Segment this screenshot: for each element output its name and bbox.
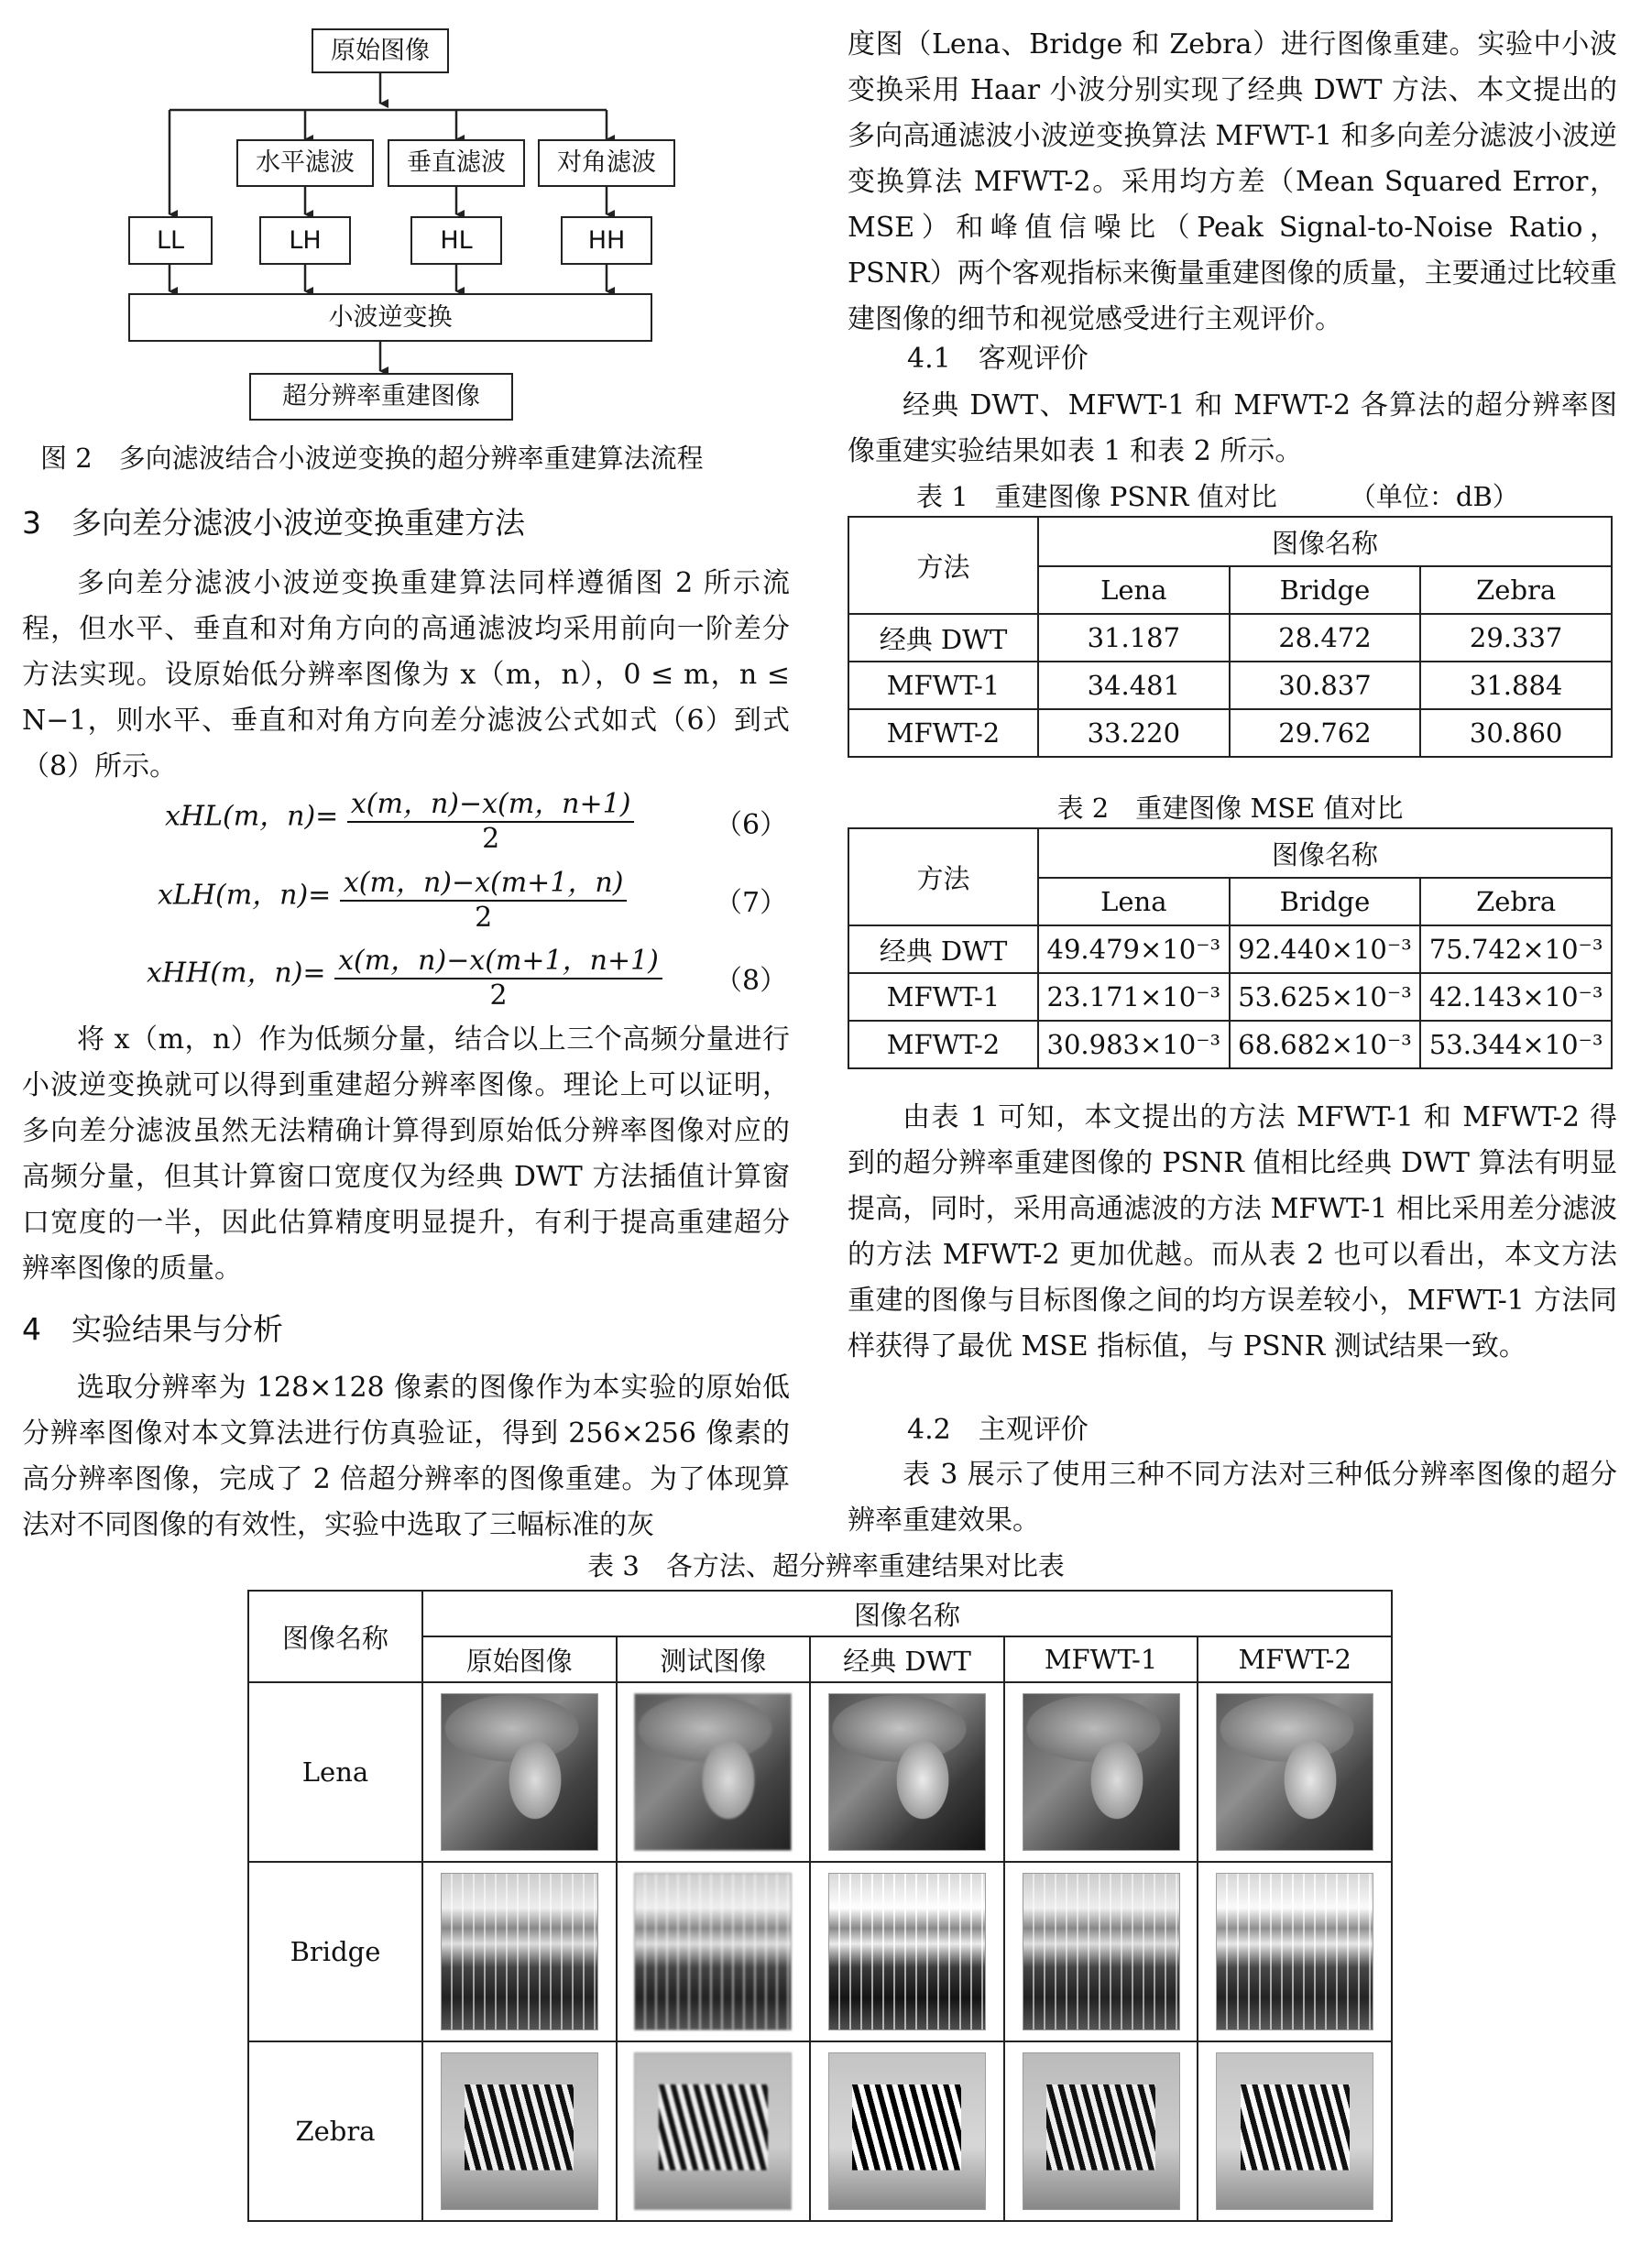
right-para4: 表 3 展示了使用三种不同方法对三种低分辨率图像的超分辨率重建效果。 [848,1459,1617,1537]
table1-cell: 29.337 [1420,614,1612,662]
table3-row-header: 图像名称 [248,1591,422,1682]
table1-group-header: 图像名称 [1038,517,1612,566]
table2-cell: 53.344×10⁻³ [1420,1021,1612,1068]
bridge-mfwt2-image [1216,1873,1373,2030]
flow-original-image: 原始图像 [312,28,449,73]
table-row [248,1862,1392,2041]
table1-method: 经典 DWT [848,614,1038,662]
equation-6 [165,781,634,855]
table3-image-name: Bridge [248,1862,422,2041]
table2-method: 经典 DWT [848,925,1038,973]
flowchart [0,0,825,440]
figure-caption: 图 2 多向滤波结合小波逆变换的超分辨率重建算法流程 [40,443,704,474]
table3-image-name: Lena [248,1682,422,1862]
table2-cell: 68.682×10⁻³ [1230,1021,1421,1068]
table2-col-header: Zebra [1420,878,1612,925]
section4-heading: 4 实验结果与分析 [22,1311,283,1347]
eq7-number: （7） [715,887,788,919]
equation-8 [147,937,662,1012]
table2-group-header: 图像名称 [1038,828,1612,878]
right-para3: 由表 1 可知，本文提出的方法 MFWT-1 和 MFWT-2 得到的超分辨率重建图像的 PSNR 值相比经典 DWT 算法有明显提高，同时，采用高通滤波的方法 MFWT-1 相比采用差分滤波的方法 MFWT-2 更加优越。而从表 2 也可以看出，本文方法重建的图像与目标图像之间的均方误差较小，MFWT-1 方法同样获得了最优 MSE 指标值，与 PSNR 测试结果一致。 [848,1101,1617,1362]
lena-original-image [441,1693,598,1851]
equation-7 [158,859,627,934]
subsection-4-1: 4.1 客观评价 [907,343,1089,375]
table-row [848,662,1612,709]
subsection-4-2: 4.2 主观评价 [907,1414,1089,1446]
table1-cell: 31.884 [1420,662,1612,709]
section3-para1: 多向差分滤波小波逆变换重建算法同样遵循图 2 所示流程，但水平、垂直和对角方向的高通滤波均采用前向一阶差分方法实现。设原始低分辨率图像为 x（m，n），0 ≤ m，n ≤ N−1，则水平、垂直和对角方向差分滤波公式如式（6）到式（8）所示。 [22,567,790,782]
table2-cell: 30.983×10⁻³ [1038,1021,1230,1068]
bridge-mfwt1-image [1023,1873,1180,2030]
zebra-original-image [441,2052,598,2210]
right-para1: 度图（Lena、Bridge 和 Zebra）进行图像重建。实验中小波变换采用 Haar 小波分别实现了经典 DWT 方法、本文提出的多向高通滤波小波逆变换算法 MFWT-1 和多向差分滤波小波逆变换算法 MFWT-2。采用均方差（Mean Squared Error，MSE）和峰值信噪比（Peak Signal-to-Noise Ratio，PSNR）两个客观指标来衡量重建图像的质量，主要通过比较重建图像的细节和视觉感受进行主观评价。 [848,28,1617,335]
table2-method: MFWT-2 [848,1021,1038,1068]
table1-cell: 34.481 [1038,662,1230,709]
eq8-number: （8） [715,965,788,997]
table1-title: 表 1 重建图像 PSNR 值对比 [916,481,1277,512]
flow-diagonal-filter: 对角滤波 [538,139,675,187]
table3-col-header: 原始图像 [422,1636,617,1682]
table2 [848,827,1613,1069]
flow-band-hh: HH [561,216,652,265]
flow-sr-output: 超分辨率重建图像 [249,373,513,421]
table1-cell: 30.860 [1420,709,1612,757]
table3-image-name: Zebra [248,2041,422,2221]
section3-heading: 3 多向差分滤波小波逆变换重建方法 [22,505,525,541]
zebra-dwt-image [828,2052,986,2210]
table2-cell: 42.143×10⁻³ [1420,973,1612,1021]
zebra-mfwt1-image [1023,2052,1180,2210]
eq6-denominator: 2 [482,823,500,855]
lena-mfwt2-image [1216,1693,1373,1851]
lena-mfwt1-image [1023,1693,1180,1851]
lena-test-image [634,1693,792,1851]
lena-dwt-image [828,1693,986,1851]
table1-cell: 29.762 [1230,709,1421,757]
table2-caption: 表 2 重建图像 MSE 值对比 [1056,793,1404,824]
flow-inverse-wavelet: 小波逆变换 [128,293,652,342]
flow-horizontal-filter: 水平滤波 [236,139,374,187]
table1-col-header: Zebra [1420,566,1612,614]
table1-method-header: 方法 [848,517,1038,614]
table1-method: MFWT-1 [848,662,1038,709]
bridge-test-image [634,1873,792,2030]
table2-col-header: Bridge [1230,878,1421,925]
flow-band-lh: LH [259,216,351,265]
eq6-lhs: xHL(m，n)= [165,800,339,833]
zebra-test-image [634,2052,792,2210]
table-row [848,973,1612,1021]
eq8-lhs: xHH(m，n)= [147,957,326,990]
table1-cell: 33.220 [1038,709,1230,757]
table1-cell: 31.187 [1038,614,1230,662]
eq7-denominator: 2 [475,902,493,934]
table2-cell: 23.171×10⁻³ [1038,973,1230,1021]
table-row [848,925,1612,973]
table1-col-header: Bridge [1230,566,1421,614]
table3-col-header: 测试图像 [617,1636,811,1682]
bridge-original-image [441,1873,598,2030]
section3-para2: 将 x（m，n）作为低频分量，结合以上三个高频分量进行小波逆变换就可以得到重建超分辨率图像。理论上可以证明，多向差分滤波虽然无法精确计算得到原始低分辨率图像对应的高频分量，但其计算窗口宽度仅为经典 DWT 方法插值计算窗口宽度的一半，因此估算精度明显提升，有利于提高重建超分辨率图像的质量。 [22,1023,790,1285]
bridge-dwt-image [828,1873,986,2030]
table3-col-header: MFWT-2 [1198,1636,1392,1682]
eq7-lhs: xLH(m，n)= [158,879,332,912]
table1-cell: 28.472 [1230,614,1421,662]
flow-band-ll: LL [128,216,213,265]
eq7-numerator: x(m，n)−x(m+1，n) [340,859,628,902]
flow-vertical-filter: 垂直滤波 [388,139,525,187]
eq8-numerator: x(m，n)−x(m+1，n+1) [334,937,662,979]
table-row [248,2041,1392,2221]
table-row [848,614,1612,662]
eq6-numerator: x(m，n)−x(m，n+1) [347,781,635,823]
table3-caption: 表 3 各方法、超分辨率重建结果对比表 [587,1550,1065,1581]
table2-cell: 75.742×10⁻³ [1420,925,1612,973]
zebra-mfwt2-image [1216,2052,1373,2210]
table-row [848,709,1612,757]
table3-group-header: 图像名称 [422,1591,1392,1636]
eq6-number: （6） [715,809,788,841]
table3-col-header: MFWT-1 [1004,1636,1198,1682]
table1-unit: （单位：dB） [1349,481,1519,512]
table2-cell: 92.440×10⁻³ [1230,925,1421,973]
table1-col-header: Lena [1038,566,1230,614]
table2-method-header: 方法 [848,828,1038,925]
table3-col-header: 经典 DWT [810,1636,1004,1682]
table-row [848,1021,1612,1068]
table1-cell: 30.837 [1230,662,1421,709]
table1-caption [916,476,1519,514]
table2-col-header: Lena [1038,878,1230,925]
flow-band-hl: HL [410,216,502,265]
right-para2: 经典 DWT、MFWT-1 和 MFWT-2 各算法的超分辨率图像重建实验结果如表 1 和表 2 所示。 [848,389,1617,467]
table2-method: MFWT-1 [848,973,1038,1021]
table1 [848,516,1613,758]
table2-cell: 53.625×10⁻³ [1230,973,1421,1021]
table1-method: MFWT-2 [848,709,1038,757]
eq8-denominator: 2 [489,979,508,1012]
table-row [248,1682,1392,1862]
table3 [247,1590,1393,2222]
table2-cell: 49.479×10⁻³ [1038,925,1230,973]
section4-para1: 选取分辨率为 128×128 像素的图像作为本实验的原始低分辨率图像对本文算法进行仿真验证，得到 256×256 像素的高分辨率图像，完成了 2 倍超分辨率的图像重建。为了体现算法对不同图像的有效性，实验中选取了三幅标准的灰 [22,1372,790,1541]
